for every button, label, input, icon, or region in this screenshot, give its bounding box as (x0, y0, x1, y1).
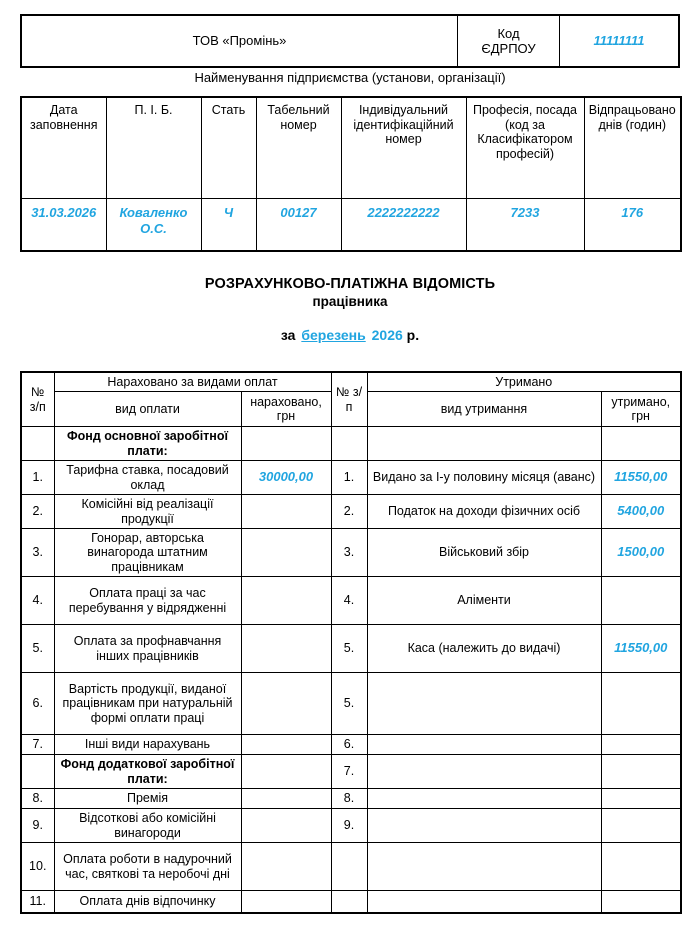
row-number-right: 1. (331, 461, 367, 495)
table-row (21, 427, 681, 461)
withholding-kind-cell (367, 809, 601, 843)
table-row (21, 461, 681, 495)
table-row (21, 891, 681, 913)
employee-table (20, 96, 682, 252)
edrpou-label-cell (458, 15, 560, 67)
value-tax-id-text: 2222222222 (367, 205, 440, 220)
page-title: РОЗРАХУНКОВО-ПЛАТІЖНА ВІДОМІСТЬ (204, 276, 496, 292)
row-number-right: 7. (331, 755, 367, 789)
row-number-right: 6. (331, 735, 367, 755)
row-number-left: 10. (21, 843, 54, 891)
accrued-amount-cell (241, 495, 331, 529)
accrued-amount-cell (241, 673, 331, 735)
withholding-kind-cell (367, 789, 601, 809)
company-header-block (20, 14, 680, 68)
withheld-amount-cell (601, 673, 681, 735)
row-number-left: 11. (21, 891, 54, 913)
period-month: березень (301, 327, 366, 343)
row-number-left (21, 755, 54, 789)
edrpou-value-cell (560, 15, 680, 67)
payment-kind-cell: Тарифна ставка, посадовий оклад (54, 461, 241, 495)
header-withheld-amount: утримано, грн (601, 392, 681, 427)
accrued-amount-cell (241, 461, 331, 495)
table-row (21, 843, 681, 891)
value-date (21, 199, 106, 252)
document-title-block (0, 276, 700, 343)
withholding-kind-cell (367, 843, 601, 891)
row-number-left (21, 427, 54, 461)
table-row (21, 755, 681, 789)
row-number-right (331, 427, 367, 461)
accrued-amount-cell (241, 529, 331, 577)
withholding-kind-cell: Аліменти (367, 577, 601, 625)
header-kind-of-payment: вид оплати (54, 392, 241, 427)
withholding-kind-cell (367, 735, 601, 755)
withholding-kind-cell: Видано за I-у половину місяця (аванс) (367, 461, 601, 495)
withheld-amount-cell (601, 461, 681, 495)
row-number-right: 5. (331, 673, 367, 735)
header-tax-id: Індивідуальний ідентифікаційний номер (341, 97, 466, 199)
payment-kind-cell: Вартість продукції, виданої працівникам при натуральній формі оплати праці (54, 673, 241, 735)
row-number-left: 4. (21, 577, 54, 625)
withheld-amount-cell (601, 789, 681, 809)
table-row (21, 735, 681, 755)
header-gender: Стать (201, 97, 256, 199)
row-number-right: 4. (331, 577, 367, 625)
row-number-left: 1. (21, 461, 54, 495)
accrued-amount-cell (241, 625, 331, 673)
value-tax-id (341, 199, 466, 252)
withheld-amount-cell (601, 843, 681, 891)
edrpou-value: 11111111 (593, 33, 645, 49)
withholding-kind-cell: Каса (належить до видачі) (367, 625, 601, 673)
payroll-table (20, 371, 682, 914)
payroll-table-block (20, 371, 680, 914)
row-number-left: 3. (21, 529, 54, 577)
company-table (20, 14, 680, 68)
header-date: Дата заповнення (21, 97, 106, 199)
value-profession (466, 199, 584, 252)
withheld-amount-cell (601, 891, 681, 913)
withheld-amount-cell-text: 1500,00 (617, 544, 665, 560)
header-withheld-group: Утримано (367, 372, 681, 392)
payment-kind-cell: Оплата за профнавчання інших працівників (54, 625, 241, 673)
company-name-cell: ТОВ «Промінь» (21, 15, 458, 67)
accrued-amount-cell (241, 427, 331, 461)
withheld-amount-cell (601, 577, 681, 625)
table-row (21, 15, 679, 67)
header-kind-of-withholding: вид утримання (367, 392, 601, 427)
value-fullname-text: Коваленко О.С. (119, 205, 188, 236)
table-header-row (21, 97, 681, 199)
accrued-amount-cell (241, 809, 331, 843)
value-date-text: 31.03.2026 (31, 205, 97, 220)
withheld-amount-cell (601, 755, 681, 789)
withheld-amount-cell (601, 735, 681, 755)
value-personnel-number (256, 199, 341, 252)
payroll-table-body (21, 427, 681, 913)
table-row (21, 199, 681, 252)
row-number-right: 8. (331, 789, 367, 809)
payment-kind-cell: Відсоткові або комісійні винагороди (54, 809, 241, 843)
payment-kind-cell: Оплата праці за час перебування у відрядженні (54, 577, 241, 625)
value-personnel-number-text: 00127 (280, 205, 317, 220)
header-personnel-number: Табельний номер (256, 97, 341, 199)
row-number-right: 2. (331, 495, 367, 529)
withheld-amount-cell-text: 5400,00 (617, 503, 665, 519)
row-number-right: 9. (331, 809, 367, 843)
table-row (21, 789, 681, 809)
value-gender-text: Ч (223, 205, 234, 220)
table-row (21, 625, 681, 673)
payment-kind-cell: Фонд додаткової заробітної плати: (54, 755, 241, 789)
row-number-right (331, 891, 367, 913)
accrued-amount-cell (241, 755, 331, 789)
table-row (21, 529, 681, 577)
header-accrued-amount: нараховано, грн (241, 392, 331, 427)
header-accrued-group: Нараховано за видами оплат (54, 372, 331, 392)
payment-kind-cell: Фонд основної заробітної плати: (54, 427, 241, 461)
header-num-right: № з/п (331, 372, 367, 427)
table-header-row-top (21, 372, 681, 392)
row-number-left: 2. (21, 495, 54, 529)
edrpou-label-line1: Код (497, 25, 520, 41)
value-profession-text: 7233 (510, 205, 540, 220)
withholding-kind-cell (367, 673, 601, 735)
accrued-amount-cell (241, 577, 331, 625)
employee-block (20, 96, 680, 252)
accrued-amount-cell-text: 30000,00 (258, 469, 314, 485)
accrued-amount-cell (241, 843, 331, 891)
row-number-right (331, 843, 367, 891)
value-fullname (106, 199, 201, 252)
withheld-amount-cell-text: 11550,00 (614, 640, 668, 656)
table-row (21, 673, 681, 735)
header-profession: Професія, посада (код за Класифікатором професій) (466, 97, 584, 199)
row-number-left: 7. (21, 735, 54, 755)
row-number-left: 8. (21, 789, 54, 809)
header-fullname: П. І. Б. (106, 97, 201, 199)
payment-kind-cell: Премія (54, 789, 241, 809)
withholding-kind-cell (367, 427, 601, 461)
payment-kind-cell: Комісійні від реалізації продукції (54, 495, 241, 529)
withholding-kind-cell: Податок на доходи фізичних осіб (367, 495, 601, 529)
payment-kind-cell: Оплата днів відпочинку (54, 891, 241, 913)
value-gender (201, 199, 256, 252)
withheld-amount-cell (601, 427, 681, 461)
withholding-kind-cell: Військовий збір (367, 529, 601, 577)
payment-kind-cell: Гонорар, авторська винагорода штатним працівникам (54, 529, 241, 577)
row-number-left: 9. (21, 809, 54, 843)
row-number-left: 6. (21, 673, 54, 735)
payment-kind-cell: Оплата роботи в надурочний час, святкові та неробочі дні (54, 843, 241, 891)
accrued-amount-cell (241, 789, 331, 809)
header-num-left: № з/п (21, 372, 54, 427)
row-number-left: 5. (21, 625, 54, 673)
withheld-amount-cell (601, 529, 681, 577)
value-days-worked-text: 176 (621, 205, 644, 220)
period-year: 2026 (371, 327, 403, 343)
period-suffix: р. (406, 327, 420, 343)
header-days-worked: Відпрацьовано днів (годин) (584, 97, 681, 199)
withheld-amount-cell (601, 809, 681, 843)
table-row (21, 495, 681, 529)
payment-kind-cell: Інші види нарахувань (54, 735, 241, 755)
page-subtitle: працівника (312, 294, 388, 309)
table-row (21, 577, 681, 625)
period-line (0, 327, 700, 343)
value-days-worked (584, 199, 681, 252)
table-row (21, 809, 681, 843)
withholding-kind-cell (367, 755, 601, 789)
withholding-kind-cell (367, 891, 601, 913)
edrpou-label-line2: ЄДРПОУ (481, 41, 536, 56)
company-caption: Найменування підприємства (установи, організації) (194, 70, 506, 85)
withheld-amount-cell-text: 11550,00 (614, 469, 668, 485)
accrued-amount-cell (241, 735, 331, 755)
row-number-right: 5. (331, 625, 367, 673)
row-number-right: 3. (331, 529, 367, 577)
withheld-amount-cell (601, 625, 681, 673)
withheld-amount-cell (601, 495, 681, 529)
accrued-amount-cell (241, 891, 331, 913)
period-prefix: за (280, 327, 296, 343)
